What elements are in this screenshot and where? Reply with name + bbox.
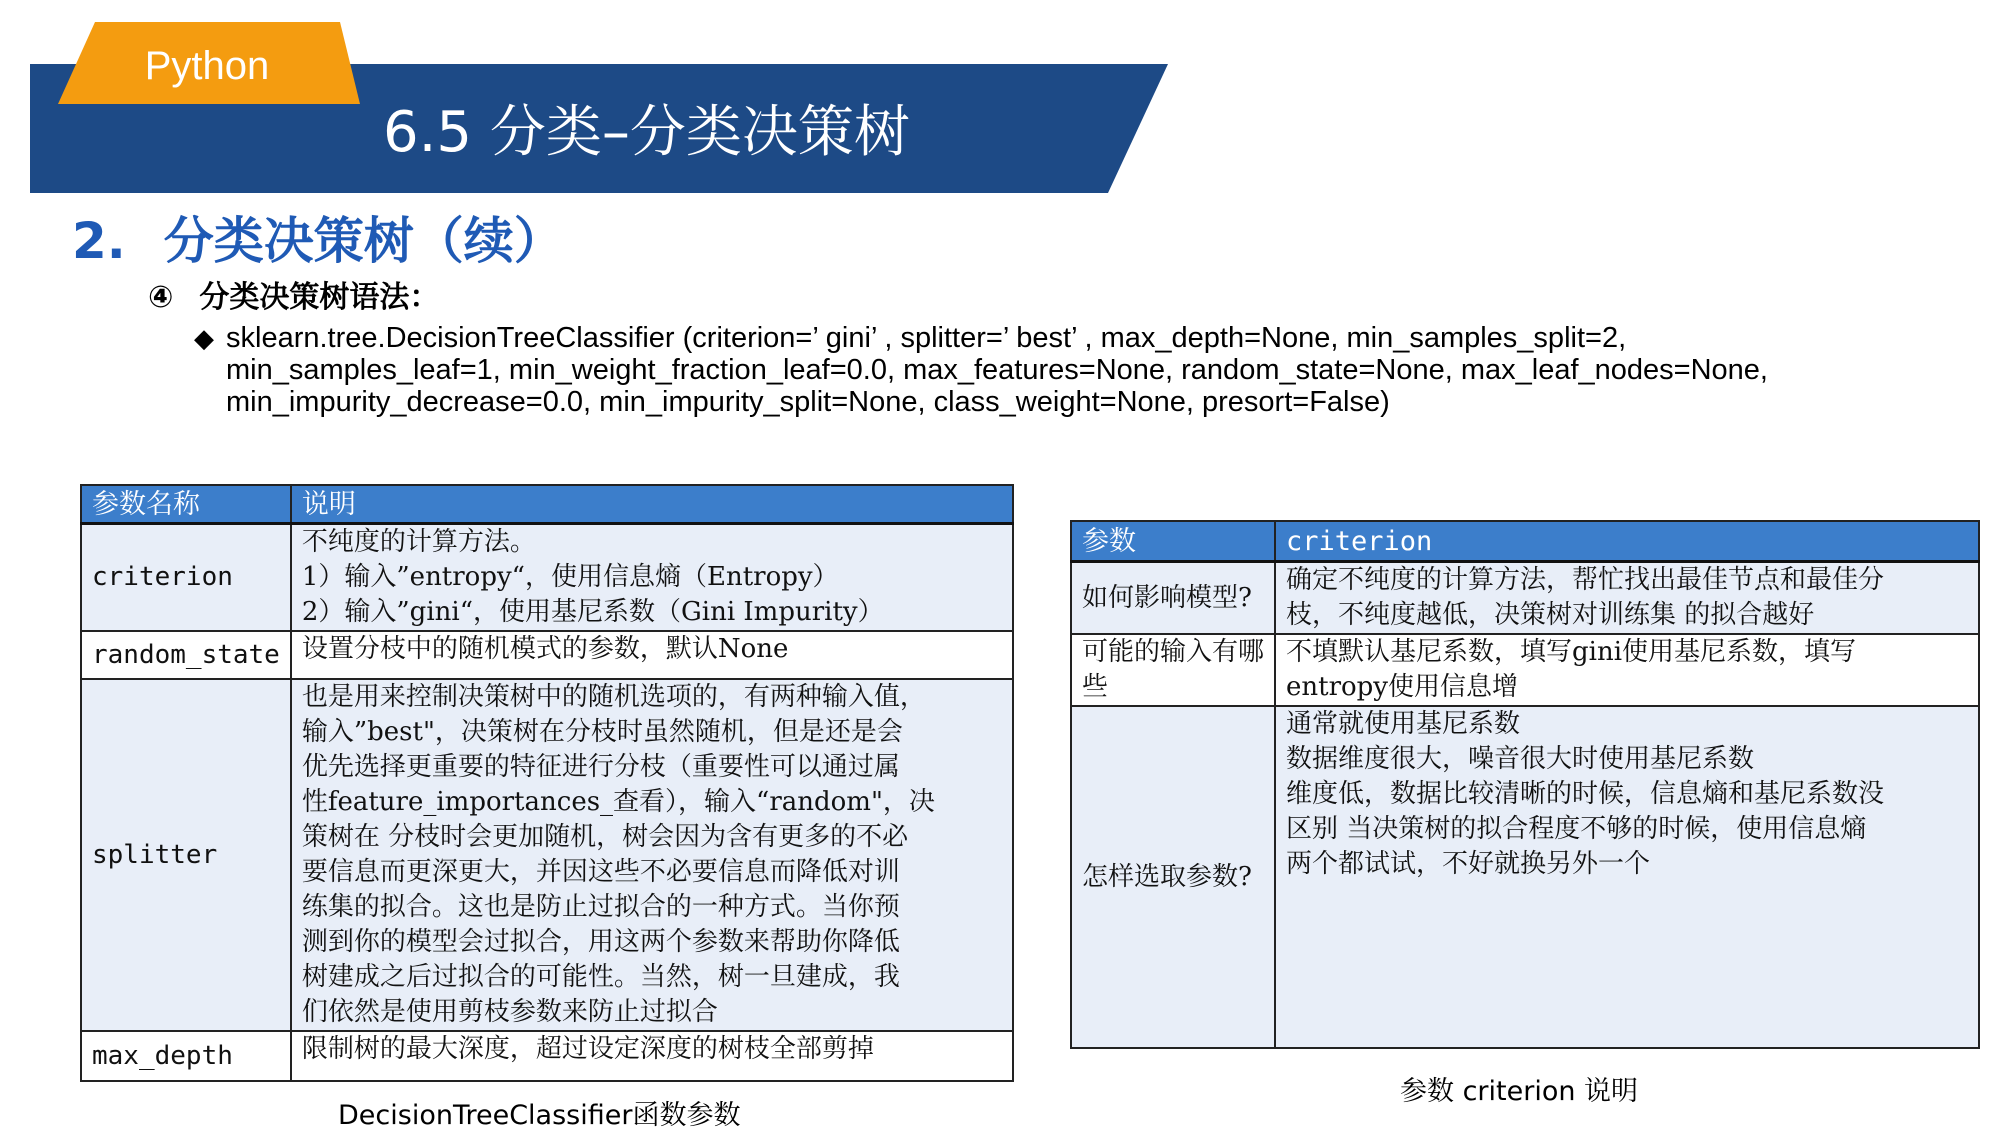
param-name: random_state [81, 631, 291, 679]
criterion-table [1070, 520, 1980, 1049]
desc-line: 数据维度很大，噪音很大时使用基尼系数 [1286, 744, 1755, 774]
syntax-block [194, 322, 1966, 418]
answer-cell [1275, 706, 1979, 1048]
question-cell: 可能的输入有哪些 [1071, 634, 1275, 706]
syntax-line: sklearn.tree.DecisionTreeClassifier (criterion=’ gini’ , splitter=’ best’ , max_depth=None, min_samples_split=2, [226, 322, 1627, 354]
right-table-caption: 参数 criterion 说明 [1400, 1076, 1639, 1107]
desc-line: 树建成之后过拟合的可能性。当然，树一旦建成，我 [301, 962, 900, 992]
desc-line: 要信息而更深更大，并因这些不必要信息而降低对训 [301, 857, 900, 887]
question-cell: 怎样选取参数? [1071, 706, 1275, 1048]
param-name: splitter [81, 679, 291, 1031]
subsection-heading [148, 278, 439, 318]
circled-number-marker: ④ [148, 280, 174, 315]
column-header-name: 参数 [1071, 521, 1275, 562]
desc-line: 也是用来控制决策树中的随机选项的，有两种输入值， [301, 682, 926, 712]
language-tag: Python [144, 44, 270, 88]
section-title: 分类决策树（续） [163, 212, 564, 270]
question-cell: 如何影响模型? [1071, 562, 1275, 635]
table-header-row [81, 485, 1013, 524]
subsection-title: 分类决策树语法： [199, 280, 440, 315]
desc-line: 通常就使用基尼系数 [1286, 709, 1521, 739]
column-header-desc: criterion [1275, 521, 1979, 562]
answer-cell [1275, 562, 1979, 635]
desc-line: 测到你的模型会过拟合，用这两个参数来帮助你降低 [301, 927, 900, 957]
table-row [1071, 634, 1979, 706]
answer-cell [1275, 634, 1979, 706]
table-row [81, 679, 1013, 1031]
param-name: max_depth [81, 1031, 291, 1081]
desc-line: 们依然是使用剪枝参数来防止过拟合 [301, 997, 718, 1027]
diamond-bullet-icon: ◆ [194, 323, 214, 353]
param-desc [291, 631, 1013, 679]
desc-line: 练集的拟合。这也是防止过拟合的一种方式。当你预 [301, 892, 900, 922]
param-desc [291, 1031, 1013, 1081]
desc-line: 枝，不纯度越低，决策树对训练集 的拟合越好 [1286, 600, 1815, 630]
table-row [81, 1031, 1013, 1081]
section-heading [72, 210, 564, 272]
syntax-line: min_impurity_decrease=0.0, min_impurity_split=None, class_weight=None, presort=False) [226, 386, 1390, 418]
desc-line: 区别 当决策树的拟合程度不够的时候，使用信息熵 [1286, 814, 1867, 844]
header-banner [0, 0, 2000, 200]
desc-line: 不纯度的计算方法。 [301, 527, 536, 557]
desc-line: 不填默认基尼系数，填写gini使用基尼系数，填写 [1286, 637, 1857, 667]
section-number: 2. [72, 212, 126, 270]
syntax-line: min_samples_leaf=1, min_weight_fraction_leaf=0.0, max_features=None, random_state=None, max_leaf_nodes=None, [226, 354, 1768, 386]
param-desc [291, 679, 1013, 1031]
column-header-name: 参数名称 [81, 485, 291, 524]
desc-line: 确定不纯度的计算方法，帮忙找出最佳节点和最佳分 [1286, 565, 1885, 595]
desc-line: 设置分枝中的随机模式的参数，默认None [301, 634, 789, 664]
desc-line: entropy使用信息增 [1286, 672, 1518, 702]
desc-line: 策树在 分枝时会更加随机，树会因为含有更多的不必 [301, 822, 909, 852]
left-table-caption: DecisionTreeClassifier函数参数 [338, 1100, 741, 1131]
desc-line: 性feature_importances_查看），输入“random"，决 [301, 787, 935, 817]
desc-line: 两个都试试，不好就换另外一个 [1286, 849, 1651, 879]
desc-line: 1）输入”entropy“，使用信息熵（Entropy） [301, 562, 839, 592]
banner-shapes [0, 0, 2000, 200]
desc-line: 优先选择更重要的特征进行分枝（重要性可以通过属 [301, 752, 900, 782]
table-header-row [1071, 521, 1979, 562]
column-header-desc: 说明 [291, 485, 1013, 524]
desc-line: 2）输入”gini“，使用基尼系数（Gini Impurity） [301, 597, 884, 627]
desc-line: 维度低，数据比较清晰的时候，信息熵和基尼系数没 [1286, 779, 1885, 809]
table-row [81, 631, 1013, 679]
desc-line: 限制树的最大深度，超过设定深度的树枝全部剪掉 [301, 1034, 874, 1064]
desc-line: 输入”best"，决策树在分枝时虽然随机，但是还是会 [301, 717, 903, 747]
param-name: criterion [81, 524, 291, 632]
table-row [1071, 706, 1979, 1048]
table-row [81, 524, 1013, 632]
slide-title: 6.5 分类–分类决策树 [383, 100, 910, 165]
parameter-table [80, 484, 1014, 1082]
table-row [1071, 562, 1979, 635]
param-desc [291, 524, 1013, 632]
